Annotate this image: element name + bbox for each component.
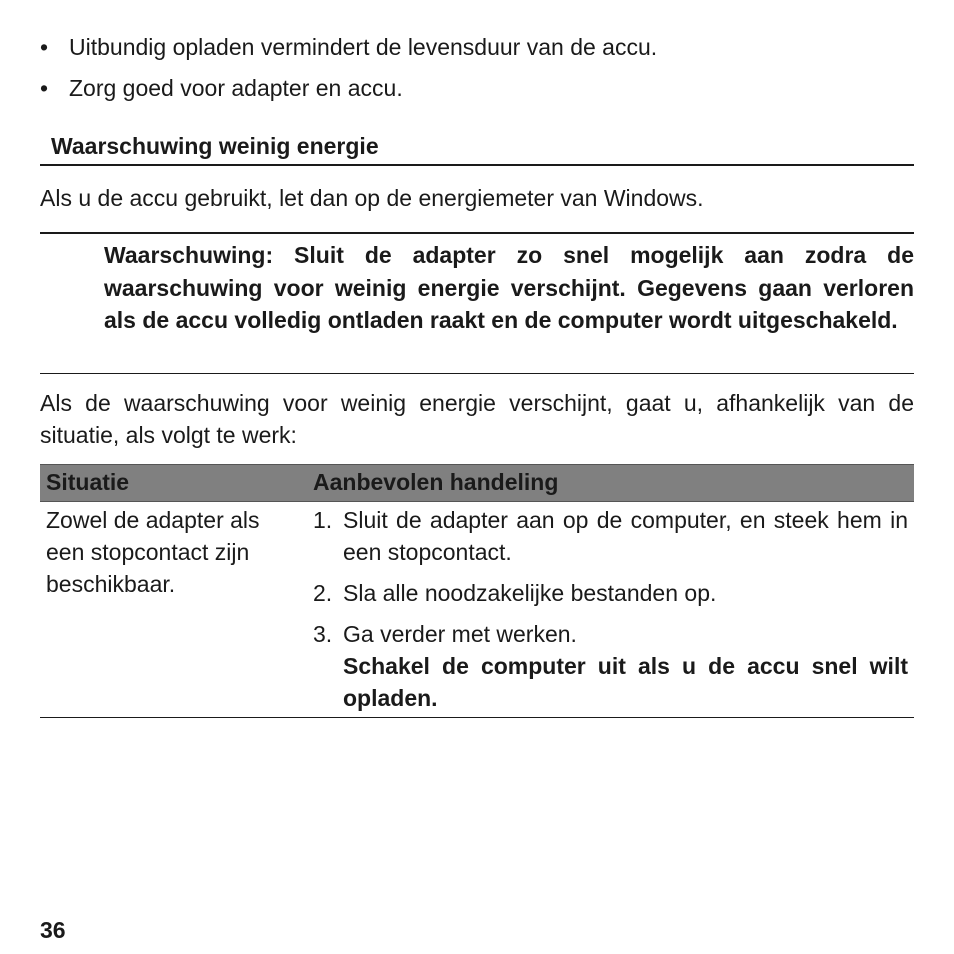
warning-text: Waarschuwing: Sluit de adapter zo snel mogelijk aan zodra de waarschuwing voor weinig energie verschijnt. Gegevens gaan verloren als de accu volledig ontladen raakt en de computer wordt uitgeschakeld. bbox=[104, 242, 914, 333]
column-header-action: Aanbevolen handeling bbox=[313, 469, 559, 495]
list-item bbox=[40, 31, 914, 72]
step-number: 2. bbox=[313, 580, 333, 606]
step-text: Ga verder met werken. bbox=[343, 621, 577, 647]
table-header bbox=[40, 464, 914, 502]
table-row bbox=[40, 502, 914, 718]
step-note: Schakel de computer uit als u de accu snel wilt opladen. bbox=[343, 653, 908, 711]
bullet-list bbox=[40, 31, 914, 113]
step-item bbox=[313, 504, 908, 568]
step-text: Sla alle noodzakelijke bestanden op. bbox=[343, 580, 717, 606]
step-item bbox=[313, 618, 908, 714]
step-item bbox=[313, 577, 908, 609]
bullet-marker: • bbox=[40, 34, 49, 60]
list-item bbox=[40, 72, 914, 113]
recommendation-table bbox=[40, 464, 914, 718]
action-cell bbox=[313, 504, 908, 723]
step-number: 3. bbox=[313, 621, 333, 647]
section-heading-text: Waarschuwing weinig energie bbox=[51, 133, 379, 159]
situation-cell: Zowel de adapter als een stopcontact zijn beschikbaar. bbox=[46, 507, 260, 597]
step-text: Sluit de adapter aan op de computer, en steek hem in een stopcontact. bbox=[343, 507, 908, 565]
column-header-situation: Situatie bbox=[46, 469, 130, 495]
page-number: 36 bbox=[40, 917, 66, 943]
step-number: 1. bbox=[313, 507, 333, 533]
followup-paragraph: Als de waarschuwing voor weinig energie verschijnt, gaat u, afhankelijk van de situatie, als volgt te werk: bbox=[40, 390, 914, 448]
bullet-text: Zorg goed voor adapter en accu. bbox=[69, 75, 403, 101]
warning-box bbox=[40, 232, 914, 374]
section-heading bbox=[40, 128, 914, 166]
bullet-marker: • bbox=[40, 75, 49, 101]
intro-paragraph: Als u de accu gebruikt, let dan op de energiemeter van Windows. bbox=[40, 185, 704, 211]
bullet-text: Uitbundig opladen vermindert de levensduur van de accu. bbox=[69, 34, 658, 60]
